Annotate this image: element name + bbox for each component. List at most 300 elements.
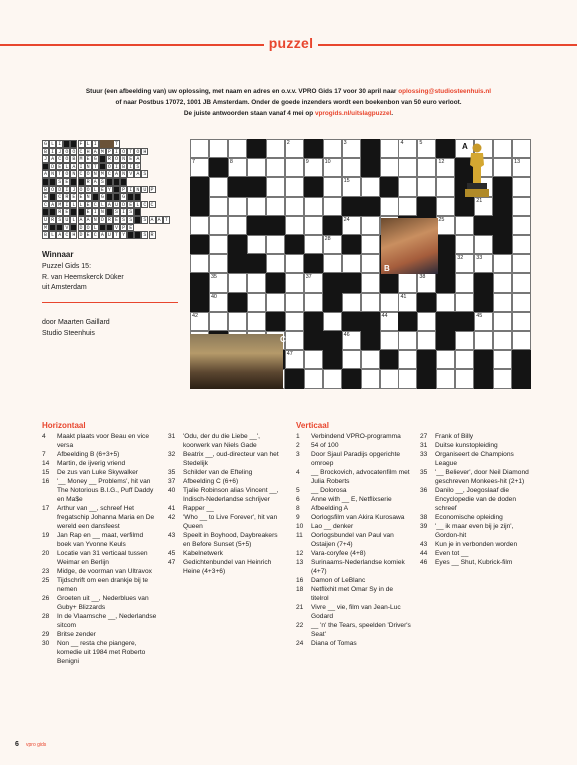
clue-item: [420, 549, 535, 558]
grid-cell[interactable]: [285, 216, 304, 235]
grid-cell[interactable]: [474, 312, 493, 331]
grid-cell[interactable]: [342, 139, 361, 158]
grid-cell[interactable]: [285, 273, 304, 292]
clue-number: 44: [381, 312, 388, 319]
grid-cell[interactable]: [361, 216, 380, 235]
clue-number: 18: [296, 586, 304, 593]
solution-cell: T: [127, 148, 134, 156]
grid-cell[interactable]: [209, 177, 228, 196]
grid-cell[interactable]: [209, 216, 228, 235]
solution-cell: [99, 224, 106, 232]
grid-cell[interactable]: [493, 139, 512, 158]
solution-cell: C: [56, 155, 63, 163]
clue-number: 37: [305, 274, 312, 281]
grid-cell[interactable]: [493, 273, 512, 292]
grid-block: [190, 293, 209, 312]
grid-cell[interactable]: [247, 312, 266, 331]
grid-block: [304, 139, 323, 158]
solution-cell: L: [92, 224, 99, 232]
solution-cell: [134, 208, 141, 216]
clue-item: [42, 567, 157, 576]
solution-cell: P: [120, 186, 127, 194]
grid-cell[interactable]: [398, 273, 417, 292]
grid-cell[interactable]: [266, 139, 285, 158]
solution-cell: O: [63, 155, 70, 163]
grid-cell[interactable]: [380, 312, 399, 331]
grid-block: [247, 139, 266, 158]
grid-cell[interactable]: [512, 216, 531, 235]
grid-cell[interactable]: [209, 235, 228, 254]
grid-cell[interactable]: [436, 369, 455, 388]
grid-cell[interactable]: [380, 369, 399, 388]
clue-text: Schilder van de Efteling: [183, 469, 253, 476]
grid-cell[interactable]: [493, 331, 512, 350]
grid-cell[interactable]: [398, 293, 417, 312]
solution-cell: [134, 231, 141, 239]
clue-item: [296, 603, 411, 621]
grid-cell[interactable]: [209, 139, 228, 158]
grid-cell[interactable]: [228, 139, 247, 158]
solution-cell: R: [56, 208, 63, 216]
verticaal-clues-col-2: [420, 432, 535, 567]
solution-cell: O: [70, 148, 77, 156]
credit-line: door Maarten Gaillard: [42, 319, 110, 326]
solution-cell: S: [120, 216, 127, 224]
grid-cell[interactable]: [512, 235, 531, 254]
clue-number: 2: [296, 442, 300, 449]
grid-block: [304, 312, 323, 331]
grid-cell[interactable]: [228, 197, 247, 216]
grid-block: [190, 197, 209, 216]
grid-cell[interactable]: [361, 235, 380, 254]
clue-item: [42, 630, 157, 639]
solution-cell: U: [42, 216, 49, 224]
grid-cell[interactable]: [455, 235, 474, 254]
grid-cell[interactable]: [209, 254, 228, 273]
grid-cell[interactable]: [512, 293, 531, 312]
grid-cell[interactable]: [361, 350, 380, 369]
grid-cell[interactable]: [190, 254, 209, 273]
grid-cell[interactable]: [342, 350, 361, 369]
clue-text: Danilo __, Joegoslaaf die Encyclopedie van de doden schreef: [435, 487, 517, 512]
grid-cell[interactable]: [493, 369, 512, 388]
grid-cell[interactable]: [455, 273, 474, 292]
clue-item: [168, 549, 283, 558]
intro-line-3: De juiste antwoorden staan vanaf 4 mei op: [183, 110, 315, 117]
grid-cell[interactable]: [361, 273, 380, 292]
grid-cell[interactable]: [304, 350, 323, 369]
grid-cell[interactable]: [285, 312, 304, 331]
page-number: 6: [15, 741, 19, 748]
grid-cell[interactable]: [209, 197, 228, 216]
solution-cell: [106, 193, 113, 201]
clue-number: 47: [168, 559, 176, 566]
solution-cell: O: [49, 186, 56, 194]
grid-cell[interactable]: [304, 273, 323, 292]
grid-cell[interactable]: [323, 197, 342, 216]
solution-cell: S: [141, 231, 148, 239]
grid-block: [361, 158, 380, 177]
clue-item: [42, 639, 157, 666]
grid-cell[interactable]: [512, 158, 531, 177]
clue-item: [296, 495, 411, 504]
photo-c-library-interior: [190, 334, 283, 389]
grid-cell[interactable]: [342, 331, 361, 350]
grid-cell[interactable]: [342, 254, 361, 273]
solution-cell: [49, 208, 56, 216]
grid-block: [342, 235, 361, 254]
grid-cell[interactable]: [342, 293, 361, 312]
grid-cell[interactable]: [247, 235, 266, 254]
grid-cell[interactable]: [493, 254, 512, 273]
solution-cell: A: [92, 148, 99, 156]
grid-cell[interactable]: [228, 216, 247, 235]
previous-solution-grid: [42, 140, 178, 240]
solution-cell: I: [127, 163, 134, 171]
clue-number: 46: [343, 332, 350, 338]
grid-cell[interactable]: [323, 139, 342, 158]
grid-cell[interactable]: [398, 177, 417, 196]
grid-cell[interactable]: [512, 197, 531, 216]
clue-item: [42, 594, 157, 612]
grid-cell[interactable]: [474, 254, 493, 273]
grid-cell[interactable]: [266, 177, 285, 196]
grid-cell[interactable]: [209, 273, 228, 292]
solution-cell: G: [99, 193, 106, 201]
solution-cell: N: [70, 170, 77, 178]
grid-block: [436, 312, 455, 331]
grid-cell[interactable]: [285, 139, 304, 158]
grid-cell[interactable]: [436, 158, 455, 177]
clue-number: 32: [457, 255, 464, 262]
grid-cell[interactable]: [455, 254, 474, 273]
grid-block: [361, 139, 380, 158]
grid-cell[interactable]: [398, 158, 417, 177]
grid-block: [247, 254, 266, 273]
grid-cell[interactable]: [228, 273, 247, 292]
email-link[interactable]: oplossing@studiosteenhuis.nl: [398, 88, 492, 95]
solution-cell: T: [92, 163, 99, 171]
grid-cell[interactable]: [512, 312, 531, 331]
grid-cell[interactable]: [474, 331, 493, 350]
solution-cell: A: [42, 170, 49, 178]
clue-item: [168, 468, 283, 477]
grid-cell[interactable]: [304, 158, 323, 177]
clue-item: [296, 450, 411, 468]
solution-cell: Y: [120, 231, 127, 239]
grid-block: [342, 197, 361, 216]
grid-cell[interactable]: [361, 254, 380, 273]
clue-number: 33: [420, 451, 428, 458]
clue-text: Surinaams-Nederlandse komiek (4+7): [311, 559, 405, 575]
grid-cell[interactable]: [342, 158, 361, 177]
grid-cell[interactable]: [323, 235, 342, 254]
solution-cell: L: [78, 201, 85, 209]
solution-cell: L: [85, 140, 92, 148]
grid-cell[interactable]: [285, 177, 304, 196]
grid-cell[interactable]: [398, 139, 417, 158]
solution-cell: C: [106, 170, 113, 178]
grid-cell[interactable]: [190, 312, 209, 331]
solution-cell: S: [127, 216, 134, 224]
solution-cell: E: [113, 216, 120, 224]
horizontaal-clues-col-1: [42, 432, 157, 666]
grid-cell[interactable]: [304, 197, 323, 216]
grid-block: [417, 197, 436, 216]
grid-cell[interactable]: [304, 235, 323, 254]
grid-cell[interactable]: [285, 350, 304, 369]
grid-block: [266, 312, 285, 331]
grid-cell[interactable]: [323, 158, 342, 177]
solution-cell: [63, 140, 70, 148]
winner-line: uit Amsterdam: [42, 284, 87, 291]
grid-cell[interactable]: [323, 369, 342, 388]
grid-cell[interactable]: [417, 273, 436, 292]
grid-cell[interactable]: [417, 139, 436, 158]
clue-number: 25: [438, 216, 445, 223]
clue-item: [296, 486, 411, 495]
grid-cell[interactable]: [512, 177, 531, 196]
grid-cell[interactable]: [436, 177, 455, 196]
solution-cell: M: [56, 201, 63, 209]
clue-number: 5: [419, 140, 423, 146]
grid-cell[interactable]: [209, 312, 228, 331]
grid-cell[interactable]: [455, 293, 474, 312]
grid-cell[interactable]: [493, 293, 512, 312]
result-url-link[interactable]: vprogids.nl/uitslagpuzzel: [314, 110, 392, 117]
solution-cell: F: [78, 140, 85, 148]
grid-cell[interactable]: [474, 197, 493, 216]
grid-block: [493, 216, 512, 235]
grid-cell[interactable]: [512, 331, 531, 350]
grid-cell[interactable]: [190, 139, 209, 158]
grid-cell[interactable]: [380, 293, 399, 312]
clue-item: [168, 513, 283, 531]
clue-number: 45: [476, 312, 483, 319]
solution-cell: V: [113, 224, 120, 232]
clue-number: 13: [296, 559, 304, 566]
clue-text: In de Vlaamsche __, Nederlandse sitcom: [57, 613, 157, 629]
grid-block: [304, 254, 323, 273]
clue-item: [296, 513, 411, 522]
grid-cell[interactable]: [266, 158, 285, 177]
solution-cell: T: [113, 231, 120, 239]
grid-cell[interactable]: [285, 158, 304, 177]
grid-cell[interactable]: [436, 216, 455, 235]
grid-cell[interactable]: [455, 216, 474, 235]
grid-cell[interactable]: [436, 293, 455, 312]
solution-cell: C: [78, 148, 85, 156]
clue-number: 23: [42, 568, 50, 575]
grid-cell[interactable]: [247, 158, 266, 177]
solution-cell: N: [92, 216, 99, 224]
clue-text: 'Who __ to Live Forever', hit van Queen: [183, 514, 278, 530]
grid-cell[interactable]: [512, 139, 531, 158]
clue-item: [168, 531, 283, 549]
grid-cell[interactable]: [417, 177, 436, 196]
grid-block: [436, 273, 455, 292]
clue-item: [420, 468, 535, 486]
solution-cell: Y: [106, 186, 113, 194]
grid-cell[interactable]: [285, 197, 304, 216]
solution-cell: C: [56, 193, 63, 201]
grid-cell[interactable]: [342, 216, 361, 235]
clue-number: 3: [343, 140, 347, 146]
grid-block: [304, 177, 323, 196]
grid-cell[interactable]: [228, 158, 247, 177]
grid-cell[interactable]: [398, 350, 417, 369]
clue-number: 10: [296, 523, 304, 530]
solution-cell: A: [70, 163, 77, 171]
grid-cell[interactable]: [228, 312, 247, 331]
grid-cell[interactable]: [285, 331, 304, 350]
header-rule-right: [318, 44, 577, 46]
grid-cell[interactable]: [342, 177, 361, 196]
solution-cell: A: [156, 216, 163, 224]
grid-block: [512, 350, 531, 369]
clue-number: 15: [42, 469, 50, 476]
solution-cell: U: [113, 201, 120, 209]
solution-cell: [106, 178, 113, 186]
grid-cell[interactable]: [266, 235, 285, 254]
clue-number: 22: [296, 622, 304, 629]
grid-block: [455, 312, 474, 331]
grid-cell[interactable]: [266, 197, 285, 216]
solution-cell: E: [42, 193, 49, 201]
clue-number: 42: [192, 312, 198, 319]
grid-cell[interactable]: [323, 177, 342, 196]
solution-cell: [99, 155, 106, 163]
grid-cell[interactable]: [493, 158, 512, 177]
clue-number: 19: [42, 532, 50, 539]
grid-cell[interactable]: [304, 293, 323, 312]
grid-cell[interactable]: [304, 216, 323, 235]
clue-number: 6: [296, 496, 300, 503]
grid-cell[interactable]: [380, 197, 399, 216]
grid-cell[interactable]: [247, 197, 266, 216]
grid-cell[interactable]: [361, 369, 380, 388]
clue-text: Damon of LeBlanc: [311, 577, 366, 584]
grid-cell[interactable]: [436, 350, 455, 369]
grid-cell[interactable]: [247, 293, 266, 312]
clue-text: Maakt plaats voor Beau en vice versa: [57, 433, 149, 449]
grid-cell[interactable]: [493, 312, 512, 331]
grid-cell[interactable]: [455, 350, 474, 369]
credit: [42, 318, 110, 339]
solution-cell: N: [85, 163, 92, 171]
grid-cell[interactable]: [266, 293, 285, 312]
grid-cell[interactable]: [209, 293, 228, 312]
grid-cell[interactable]: [398, 369, 417, 388]
grid-cell[interactable]: [190, 216, 209, 235]
clue-item: [168, 558, 283, 576]
solution-cell: S: [134, 163, 141, 171]
grid-cell[interactable]: [398, 331, 417, 350]
grid-block: [436, 254, 455, 273]
solution-cell: A: [92, 178, 99, 186]
grid-cell[interactable]: [380, 331, 399, 350]
solution-cell: [92, 193, 99, 201]
clue-item: [42, 612, 157, 630]
clue-number: 4: [296, 469, 300, 476]
solution-cell: [134, 216, 141, 224]
clue-number: 42: [168, 514, 176, 521]
solution-cell: M: [42, 224, 49, 232]
solution-cell: P: [149, 186, 156, 194]
clue-item: [420, 441, 535, 450]
solution-cell: T: [113, 140, 120, 148]
clue-item: [296, 549, 411, 558]
solution-cell: E: [63, 208, 70, 216]
solution-cell: A: [149, 216, 156, 224]
grid-cell[interactable]: [304, 369, 323, 388]
solution-cell: O: [85, 170, 92, 178]
grid-cell[interactable]: [247, 273, 266, 292]
grid-cell[interactable]: [417, 158, 436, 177]
solution-cell: H: [85, 148, 92, 156]
grid-cell[interactable]: [380, 139, 399, 158]
grid-cell[interactable]: [436, 197, 455, 216]
grid-block: [493, 177, 512, 196]
clue-number: 28: [42, 613, 50, 620]
grid-cell[interactable]: [361, 293, 380, 312]
clue-text: Martin, de ijverig vriend: [57, 460, 126, 467]
grid-cell[interactable]: [190, 158, 209, 177]
clue-number: 29: [42, 631, 50, 638]
grid-block: [285, 235, 304, 254]
grid-block: [323, 350, 342, 369]
solution-cell: E: [99, 186, 106, 194]
clue-text: Diana of Tomas: [311, 640, 357, 647]
grid-block: [247, 216, 266, 235]
clue-text: Oorlogsfilm van Akira Kurosawa: [311, 514, 405, 521]
grid-cell[interactable]: [417, 312, 436, 331]
clue-number: 9: [305, 159, 309, 166]
grid-block: [323, 273, 342, 292]
grid-cell[interactable]: [417, 331, 436, 350]
grid-cell[interactable]: [512, 273, 531, 292]
horizontaal-clues-col-2: [168, 432, 283, 576]
grid-cell[interactable]: [266, 254, 285, 273]
clue-text: '__ Money __ Problems', hit van The Notorious B.I.G., Puff Daddy en Ma$e: [57, 478, 154, 503]
clue-number: 24: [343, 216, 350, 223]
grid-cell[interactable]: [323, 254, 342, 273]
grid-cell[interactable]: [398, 197, 417, 216]
clue-item: [42, 468, 157, 477]
grid-cell[interactable]: [455, 369, 474, 388]
grid-cell[interactable]: [512, 254, 531, 273]
solution-cell: [42, 208, 49, 216]
solution-cell: P: [106, 148, 113, 156]
grid-cell[interactable]: [323, 312, 342, 331]
grid-cell[interactable]: [361, 177, 380, 196]
grid-cell[interactable]: [380, 158, 399, 177]
solution-cell: A: [49, 155, 56, 163]
grid-cell[interactable]: [493, 350, 512, 369]
solution-cell: B: [42, 231, 49, 239]
grid-cell[interactable]: [285, 293, 304, 312]
grid-cell[interactable]: [285, 254, 304, 273]
clue-item: [420, 558, 535, 567]
grid-block: [209, 158, 228, 177]
clue-number: 12: [438, 159, 445, 166]
solution-cell: [49, 178, 56, 186]
solution-cell: L: [70, 216, 77, 224]
solution-cell: R: [106, 216, 113, 224]
grid-cell[interactable]: [455, 331, 474, 350]
grid-cell[interactable]: [474, 235, 493, 254]
grid-block: [228, 254, 247, 273]
